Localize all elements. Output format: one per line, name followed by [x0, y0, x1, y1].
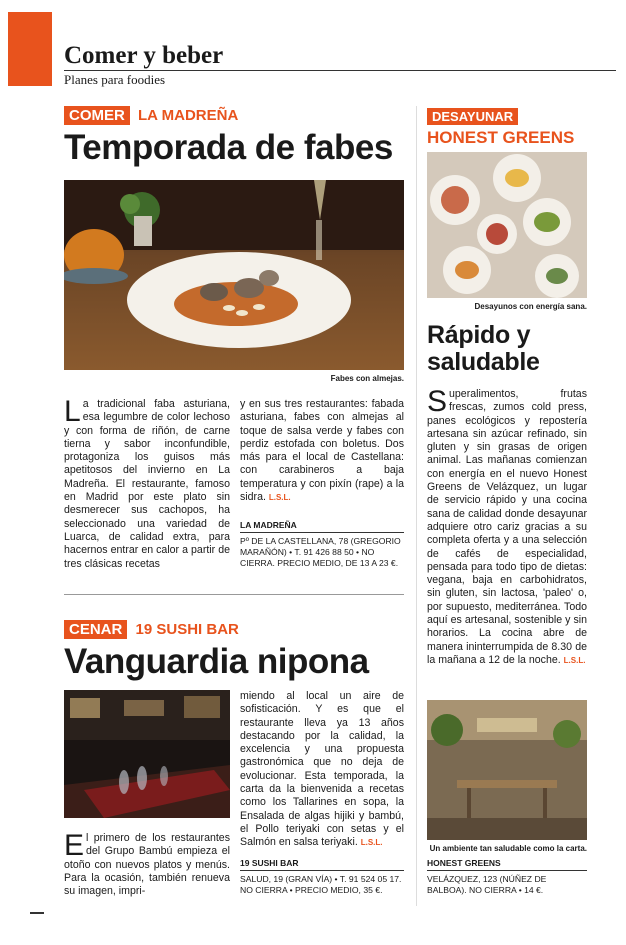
venue-name: HONEST GREENS	[427, 128, 575, 147]
author-signature: L.S.L.	[268, 493, 291, 503]
article-column-2	[240, 690, 404, 850]
photo-caption: Un ambiente tan saludable como la carta.	[429, 844, 587, 853]
author-signature: L.S.L.	[563, 655, 586, 665]
article-column-1	[64, 395, 230, 571]
article-title: Temporada de fabes	[64, 128, 393, 167]
article-body	[427, 385, 587, 667]
breakfast-photo	[427, 152, 587, 298]
article-title: Rápido y saludable	[427, 321, 540, 376]
body-text: miendo al local un aire de sofisticación. Y es que el restaurante lleva ya 13 años destacando por la calidad, la excelencia y una propuesta gastronómica que no deja de evolucionar. Esta temporada, la carta da la bienvenida a recetas como los Tallarines en sopa, la Ensalada de algas hijiki y bambú, el Pollo teriyaki con setas y el Salmón en salsa teriyaki.	[240, 690, 404, 849]
author-signature: L.S.L.	[360, 838, 383, 848]
photo-caption: Desayunos con energía sana.	[474, 302, 587, 311]
header-rule	[64, 70, 616, 71]
body-text: l primero de los restaurantes del Grupo Bambú empieza el otoño con nuevos platos y menús. Para la ocasión, también renueva su imagen, impri-	[64, 832, 230, 898]
body-text: y en sus tres restaurantes: fabada asturiana, fabes con almejas al toque de salsa verde y fabes con perdiz estofada con boletus. Dos más para el local de Castellana: con carabineros a baja temperatura y con pixín (rape) a la sidra.	[240, 398, 404, 504]
info-name: LA MADREÑA	[240, 520, 404, 533]
body-text: a tradicional faba asturiana, esa legumbre de color lechoso y con forma de riñón, de carne tierna y sabor inconfundible, protagoniza los guisos más apetitosos del invierno en La Madreña. El restaurante, famoso en Madrid por este plato sin desmerecer sus cachopos, ha seleccionado una variedad de Luarca, de calidad extra, para hacernos entrar en calor a partir de tres clásicas recetas	[64, 398, 230, 570]
category-tag: COMER	[64, 106, 130, 125]
section-title: Comer y beber	[64, 42, 224, 69]
category-tag: CENAR	[64, 620, 127, 639]
drop-cap: L	[64, 395, 81, 428]
drop-cap: E	[64, 829, 85, 862]
photo-caption: Fabes con almejas.	[330, 374, 404, 383]
page-number-mark	[30, 912, 44, 914]
section-divider	[64, 594, 404, 595]
comer-tagline	[64, 106, 238, 125]
fabes-photo	[64, 180, 404, 370]
info-name: HONEST GREENS	[427, 858, 587, 871]
info-text: SALUD, 19 (GRAN VÍA) • T. 91 524 05 17. NO CIERRA • PRECIO MEDIO, 35 €.	[240, 874, 402, 895]
info-text: Pº DE LA CASTELLANA, 78 (GREGORIO MARAÑÓN) • T. 91 426 88 50 • NO CIERRA. PRECIO MEDIO, DE 13 A 23 €.	[240, 536, 401, 568]
info-text: VELÁZQUEZ, 123 (NÚÑEZ DE BALBOA). NO CIERRA • 14 €.	[427, 874, 547, 895]
body-text: uperalimentos, frutas frescas, zumos cold press, panes ecológicos y repostería artesana sin azúcar refinado, sin gluten y sin grasas de origen animal. Las mañanas comienzan con energía en el nuevo Honest Greens de Velázquez, un lugar de servicio rápido y una cocina sana de calidad donde desayunar adquiere otro cariz gracias a su completa oferta y a una selección de cafés de especialidad, pensada para todo tipo de dietas: vegana, baja en carbohidratos, sin gluten, sin lactosa, 'paleo' o, por supuesto, mediterránea. Todo aquí es artesanal, sostenible y sin horarios. La cocina abre de manera ininterrumpida de 8.30 de la mañana a 12 de la noche.	[427, 388, 587, 666]
info-name: 19 SUSHI BAR	[240, 858, 404, 871]
section-color-block	[8, 12, 52, 86]
drop-cap: S	[427, 385, 448, 418]
article-column-1	[64, 829, 230, 898]
info-box	[427, 858, 587, 896]
article-column-2	[240, 398, 404, 504]
cenar-tagline	[64, 620, 239, 639]
column-divider	[416, 106, 417, 906]
info-box	[240, 858, 404, 896]
venue-name: 19 SUSHI BAR	[135, 621, 239, 638]
venue-name: LA MADREÑA	[138, 107, 239, 124]
desayunar-tag-wrap	[427, 108, 518, 125]
article-title: Vanguardia nipona	[64, 642, 369, 681]
sushi-bar-photo	[64, 690, 230, 818]
restaurant-interior-photo	[427, 700, 587, 840]
category-tag: DESAYUNAR	[427, 108, 518, 125]
info-box	[240, 520, 404, 569]
section-subtitle: Planes para foodies	[64, 72, 166, 87]
